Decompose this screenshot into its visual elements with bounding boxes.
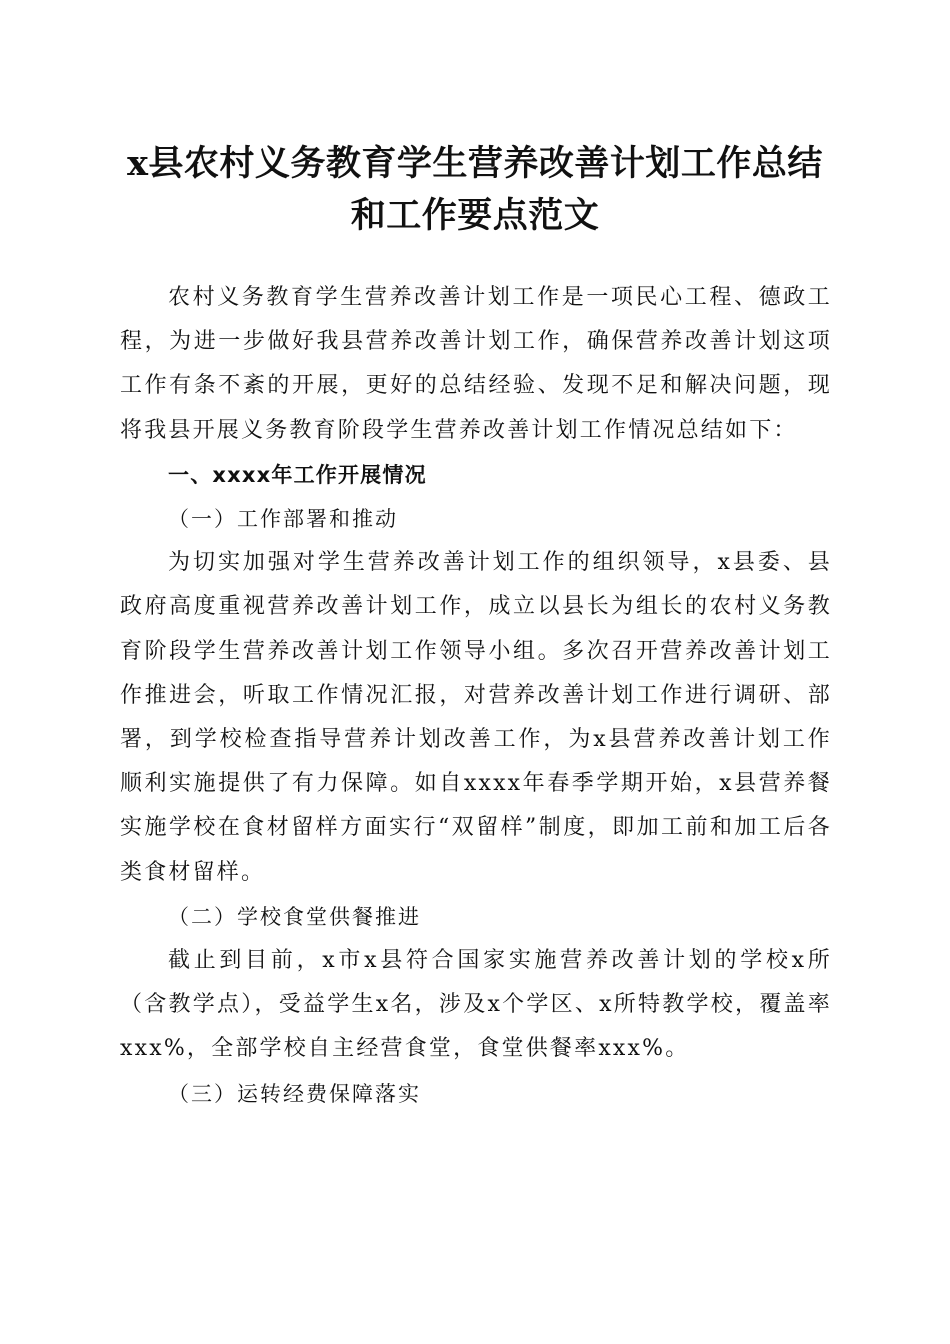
subsection-2-heading: （二）学校食堂供餐推进 xyxy=(168,904,421,929)
subsection-1-paragraph: 为切实加强对学生营养改善计划工作的组织领导，x县委、县政府高度重视营养改善计划工作，成立以县长为组长的农村义务教育阶段学生营养改善计划工作领导小组。多次召开营养改善计划工作推进会，听取工作情况汇报，对营养改善计划工作进行调研、部署，到学校检查指导营养计划改善工作，为x县营养改善计划工作顺利实施提供了有力保障。如自xxxx年春季学期开始，x县营养餐实施学校在食材留样方面实行“双留样”制度，即加工前和加工后各类食材留样。 xyxy=(120,550,832,885)
title-line-1: x县农村义务教育学生营养改善计划工作总结 xyxy=(127,143,823,184)
section-1-heading: 一、xxxx年工作开展情况 xyxy=(168,462,427,487)
document-title xyxy=(120,138,830,242)
subsection-2-paragraph: 截止到目前，x市x县符合国家实施营养改善计划的学校x所（含教学点），受益学生x名，涉及x个学区、x所特教学校，覆盖率xxx%，全部学校自主经营食堂，食堂供餐率xxx%。 xyxy=(120,948,832,1062)
subsection-1-heading: （一）工作部署和推动 xyxy=(168,507,398,532)
intro-paragraph: 农村义务教育学生营养改善计划工作是一项民心工程、德政工程，为进一步做好我县营养改善计划工作，确保营养改善计划这项工作有条不紊的开展，更好的总结经验、发现不足和解决问题，现将我县开展义务教育阶段学生营养改善计划工作情况总结如下： xyxy=(120,285,832,443)
subsection-3-heading: （三）运转经费保障落实 xyxy=(168,1081,421,1106)
document-body xyxy=(120,276,832,1116)
title-line-2: 和工作要点范文 xyxy=(350,195,600,236)
